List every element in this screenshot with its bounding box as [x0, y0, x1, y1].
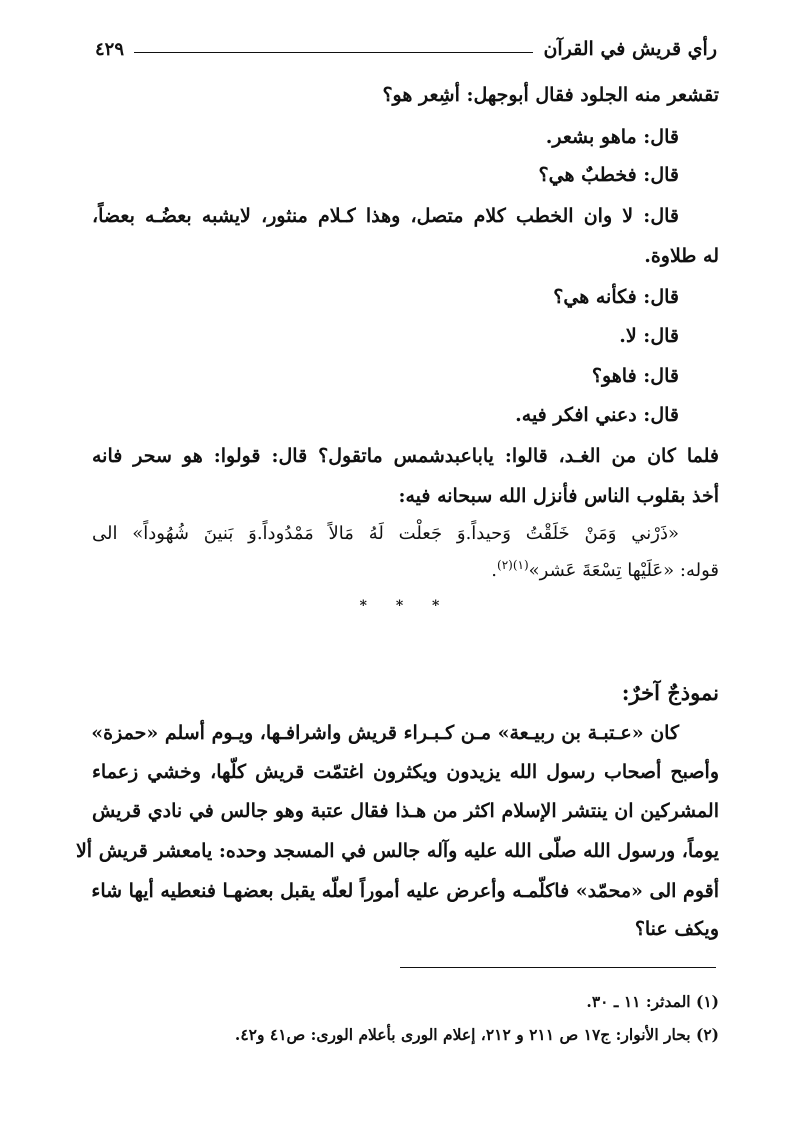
header-title: رأي قريش في القرآن [543, 38, 717, 60]
text-line: قال: ماهو بشعر. [545, 126, 679, 148]
section-line: كان «عـتبـة بن ربيـعة» مـن كـبـراء قريش واشرافـها، ويـوم أسلم «حمزة» [91, 722, 679, 744]
footnote-refs: (١)(٢) [497, 558, 529, 572]
footnote: (١) المدثر: ١١ ـ ٣٠. [586, 992, 719, 1011]
text-line: قال: لا. [619, 325, 679, 347]
page-number: ٤٢٩ [95, 39, 125, 60]
section-line: أقوم الى «محمّد» فاكلّمـه وأعرض عليه أموراً لعلّه يقبل بعضهـا فنعطيه أيها شاء [91, 880, 719, 902]
section-line: وأصبح أصحاب رسول الله يزيدون ويكثرون اغتمّت قريش كلّها، وخشي زعماء [92, 761, 719, 783]
section-line: يوماً، ورسول الله صلّى الله عليه وآله جالس في المسجد وحده: يامعشر قريش ألا [75, 840, 719, 862]
text-line: أخذ بقلوب الناس فأنزل الله سبحانه فيه: [398, 485, 719, 507]
section-separator: * * * [359, 598, 452, 614]
section-line: ويكف عنا؟ [634, 918, 719, 940]
quran-verse-end-line [92, 558, 719, 582]
running-header [95, 30, 717, 60]
text-line: قال: فاهو؟ [591, 365, 679, 387]
text-line: قال: دعني افكر فيه. [515, 404, 679, 426]
section-title: نموذجٌ آخرٌ: [621, 680, 719, 705]
section-line: المشركين ان ينتشر الإسلام اكثر من هـذا فقال عتبة وهو جالس في نادي قريش [92, 800, 719, 822]
quran-verse-text: قوله: «عَلَيْها تِسْعَةَ عَشر» [528, 560, 719, 581]
footnote-rule [400, 967, 716, 968]
footnote: (٢) بحار الأنوار: ج١٧ ص ٢١١ و ٢١٢، إعلام الورى بأعلام الورى: ص٤١ و٤٢. [234, 1025, 719, 1044]
text-line: قال: لا وان الخطب كلام متصل، وهذا كـلام منثور، لايشبه بعضُـه بعضاً، [92, 205, 679, 227]
period: . [491, 560, 497, 581]
text-line: له طلاوة. [644, 245, 719, 267]
header-rule [134, 52, 533, 53]
text-line: فلما كان من الغـد، قالوا: ياباعبدشمس ماتقول؟ قال: قولوا: هو سحر فانه [92, 445, 719, 467]
text-line: قال: فكأنه هي؟ [553, 286, 679, 308]
text-line: قال: فخطبٌ هي؟ [538, 164, 679, 186]
text-line: تقشعر منه الجلود فقال أبوجهل: أشِعر هو؟ [382, 84, 719, 106]
quran-verse-line: «ذَرْني وَمَنْ خَلَقْتُ وَحيداً.وَ جَعلْت لَهُ مَالاً مَمْدُوداً.وَ بَنينَ شُهُوداً» الى [92, 523, 679, 544]
